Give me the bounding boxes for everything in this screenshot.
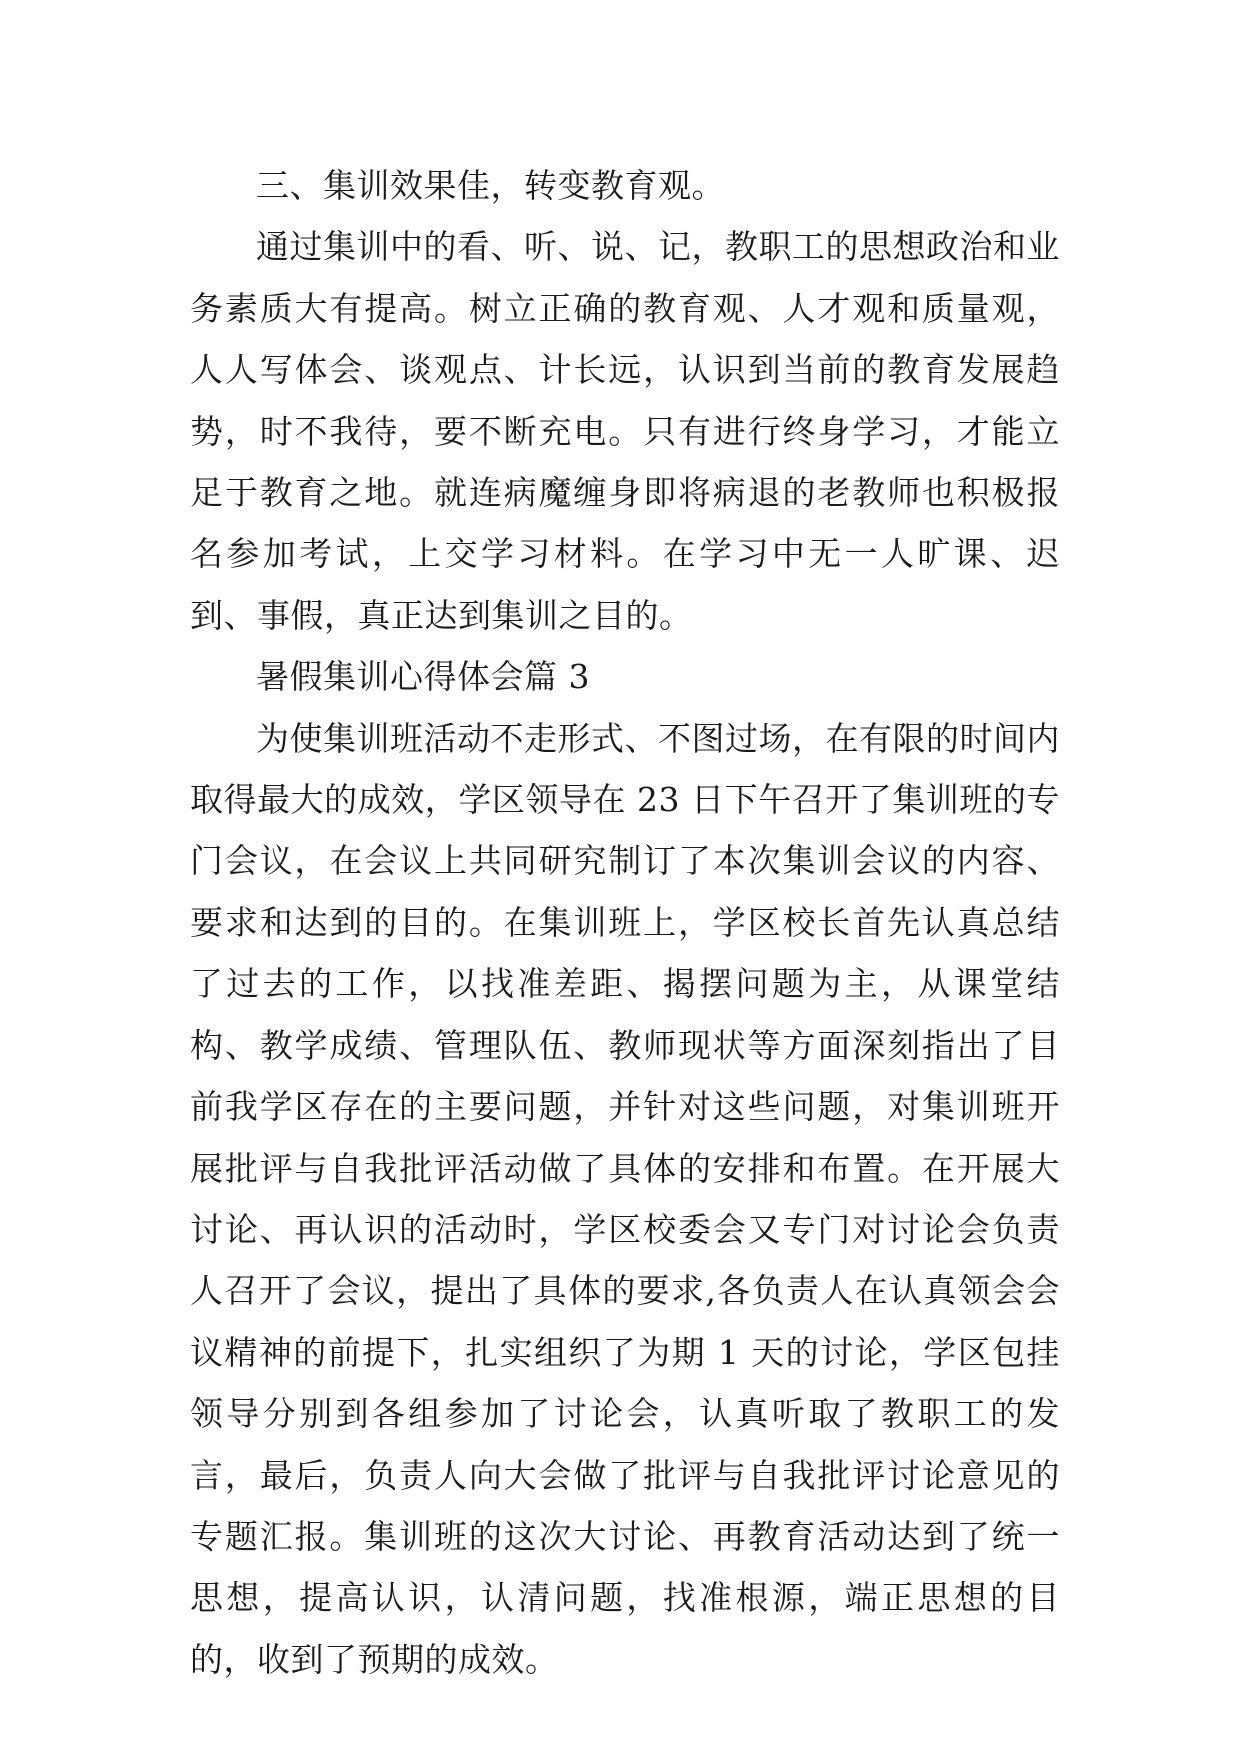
body-paragraph: 通过集训中的看、听、说、记，教职工的思想政治和业务素质大有提高。树立正确的教育观、人才观和质量观，人人写体会、谈观点、计长远，认识到当前的教育发展趋势，时不我待，要不断充电。只有进行终身学习，才能立足于教育之地。就连病魔缠身即将病退的老教师也积极报名参加考试，上交学习材料。在学习中无一人旷课、迟到、事假，真正达到集训之目的。 xyxy=(190,227,1060,635)
article-title: 暑假集训心得体会篇 3 xyxy=(256,657,590,697)
body-paragraph: 为使集训班活动不走形式、不图过场，在有限的时间内取得最大的成效，学区领导在 23 日下午召开了集训班的专门会议，在会议上共同研究制订了本次集训会议的内容、要求和达到的目的。在集训班上，学区校长首先认真总结了过去的工作，以找准差距、揭摆问题为主，从课堂结构、教学成绩、管理队伍、教师现状等方面深刻指出了目前我学区存在的主要问题，并针对这些问题，对集训班开展批评与自我批评活动做了具体的安排和布置。在开展大讨论、再认识的活动时，学区校委会又专门对讨论会负责人召开了会议，提出了具体的要求,各负责人在认真领会会议精神的前提下，扎实组织了为期 1 天的讨论，学区包挂领导分别到各组参加了讨论会，认真听取了教职工的发言，最后，负责人向大会做了批评与自我批评讨论意见的专题汇报。集训班的这次大讨论、再教育活动达到了统一思想，提高认识，认清问题，找准根源，端正思想的目的，收到了预期的成效。 xyxy=(190,718,1060,1679)
section-heading: 三、集训效果佳，转变教育观。 xyxy=(256,166,725,205)
document-body xyxy=(190,155,1060,1690)
